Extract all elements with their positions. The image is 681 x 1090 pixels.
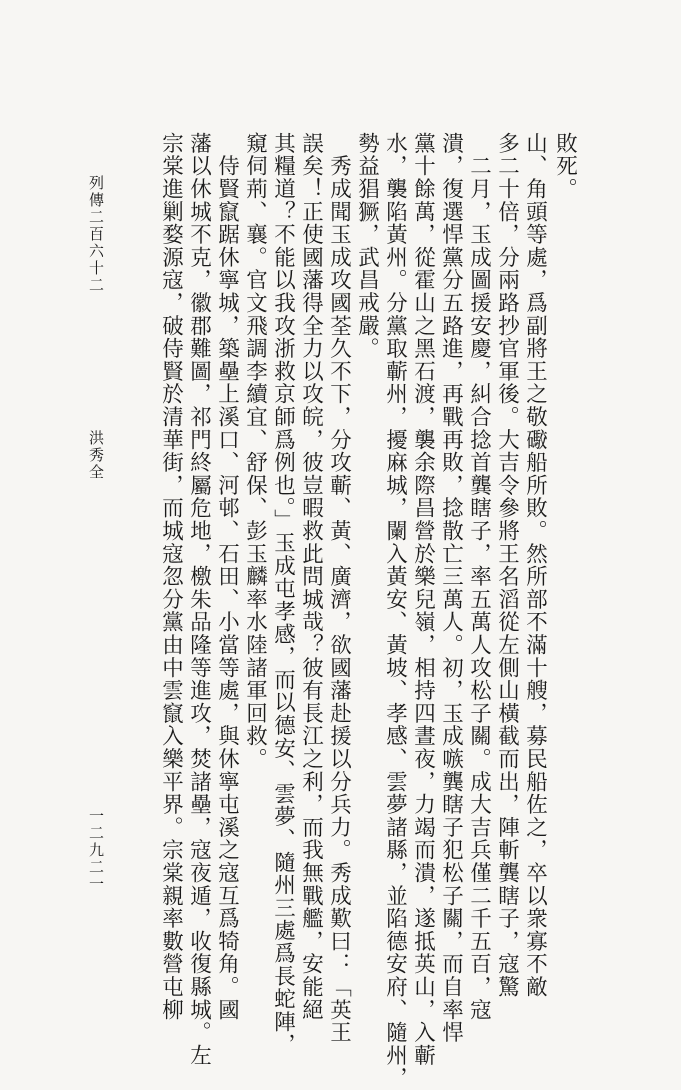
- text-column: 秀成聞玉成攻國荃久不下，分攻蘄、黃、廣濟，欲國藩赴援以分兵力。秀成歎曰：「英王: [326, 132, 352, 1044]
- text-column: 水，襲陷黃州。分黨取蘄州，擾麻城，闌入黃安、黃坡、孝感、雲夢諸縣，並陷德安府、隨州，: [382, 132, 408, 1090]
- text-column: 多二十倍，分兩路抄官軍後。大吉令參將王名滔從左側山橫截而出，陣斬龔瞎子，寇驚: [494, 132, 520, 999]
- chapter-name: 洪秀全: [87, 430, 105, 481]
- text-column: 敗死。: [552, 132, 578, 201]
- text-column: 窺伺荊、襄。官文飛調李續宜、舒保、彭玉麟率水陸諸軍回救。: [242, 132, 268, 771]
- chapter-title: 列傳二百六十二: [87, 175, 105, 294]
- text-column: 宗棠進剿婺源寇，破侍賢於清華街，而城寇忽分黨由中雲竄入樂平界。宗棠親率數營屯柳: [158, 132, 184, 1022]
- text-column: 誤矣！正使國藩得全力以攻皖，彼豈暇救此問城哉？彼有長江之利，而我無戰艦，安能絕: [298, 132, 324, 1022]
- text-column: 藩以休城不克，徽郡難圖，祁門終屬危地，檄朱品隆等進攻，焚諸壘，寇夜遁，收復縣城。左: [186, 132, 212, 1067]
- text-column: 潰，復選悍黨分五路進，再戰再敗，捻散亡三萬人。初，玉成嗾龔瞎子犯松子關，而自率悍: [438, 132, 464, 1044]
- text-column: 其糧道？不能以我攻浙救京師爲例也。」玉成屯孝感，而以德安、雲夢、隨州三處爲長蛇陣，: [270, 132, 296, 1057]
- text-column: 山、角頭等處，爲副將王之敬礮船所敗。然所部不滿十艘，募民船佐之，卒以衆寡不敵: [522, 132, 548, 999]
- text-column: 黨十餘萬，從霍山之黑石渡，襲余際昌營於樂兒嶺，相持四晝夜，力竭而潰，遂抵英山，入蘄: [410, 132, 436, 1067]
- text-column: 侍賢竄踞休寧城，築壘上溪口、河邨、石田、小當等處，與休寧屯溪之寇互爲犄角。國: [214, 132, 240, 1022]
- text-column: 二月，玉成圖援安慶，糾合捻首龔瞎子，率五萬人攻松子關。成大吉兵僅二千五百，寇: [466, 132, 492, 1022]
- text-column: 勢益猖獗，武昌戒嚴。: [354, 132, 380, 360]
- page-number: 一二九二一: [87, 808, 105, 893]
